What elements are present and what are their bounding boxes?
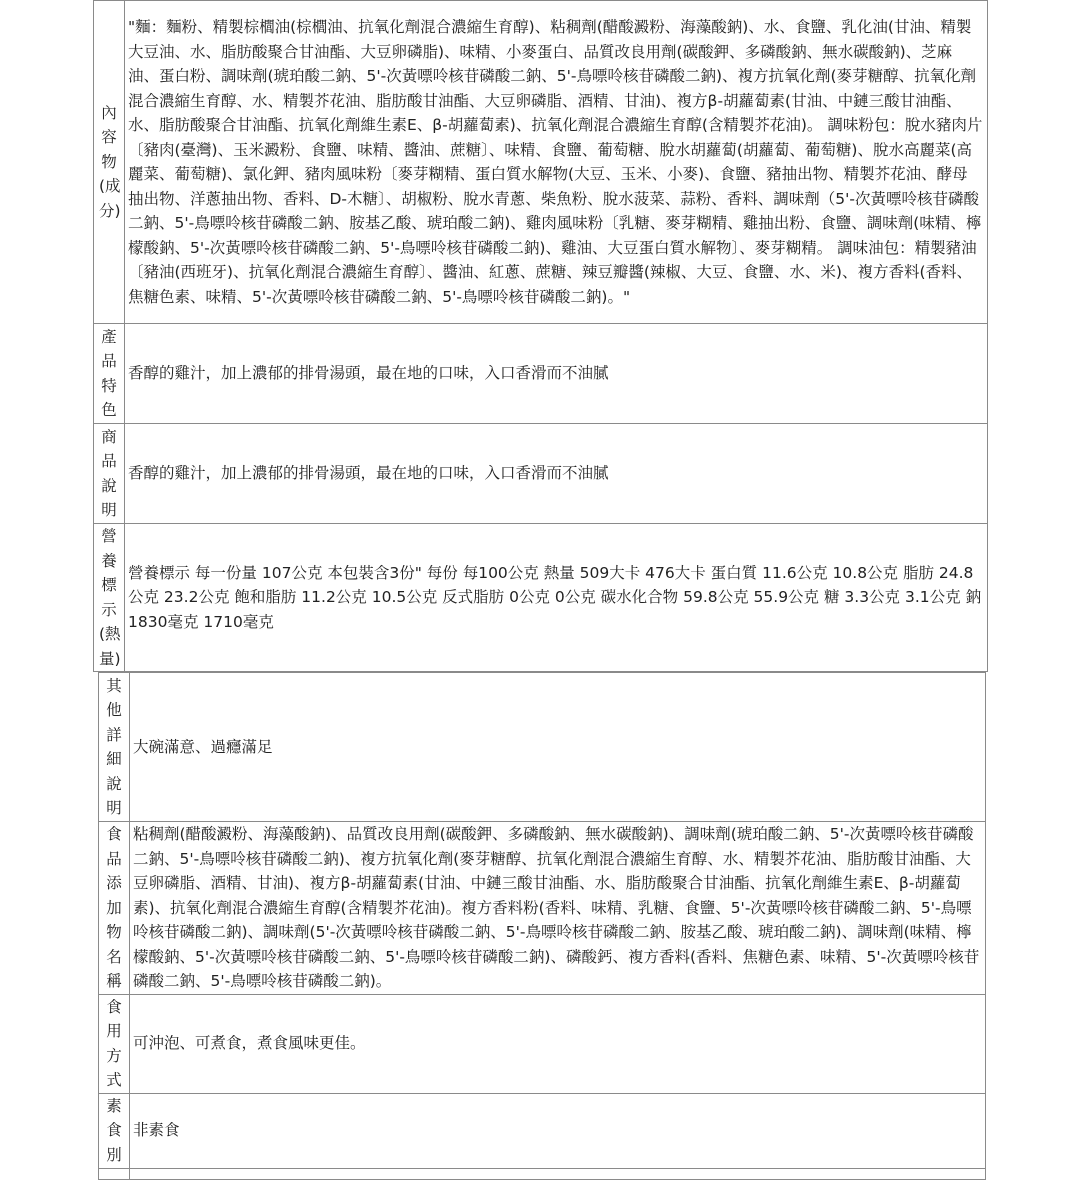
spec-value-features: 香醇的雞汁，加上濃郁的排骨湯頭，最在地的口味，入口香滑而不油膩 [125,324,988,424]
spec-value-other-details: 大碗滿意、過癮滿足 [130,673,986,822]
spec-label-ingredients: 內容物(成分) [94,1,125,324]
spec-label-description: 商品說明 [94,424,125,524]
spec-label-nutrition: 營養標示(熱量) [94,524,125,672]
spec-row-usage [99,994,986,1093]
spec-row-ingredients [94,1,988,324]
spec-label-additives: 食品添加物名稱 [99,822,130,995]
spec-value-vegetarian: 非素食 [130,1093,986,1168]
spec-row-features [94,324,988,424]
spec-label-other-details: 其他詳細說明 [99,673,130,822]
spec-row-other-details [99,673,986,822]
spec-value-nutrition: 營養標示 每一份量 107公克 本包裝含3份" 每份 每100公克 熱量 509大卡 476大卡 蛋白質 11.6公克 10.8公克 脂肪 24.8公克 23.2公克 飽和脂肪 11.2公克 10.5公克 反式脂肪 0公克 0公克 碳水化合物 59.8公克 55.9公克 糖 3.3公克 3.1公克 鈉 1830毫克 1710毫克 [125,524,988,672]
spec-row-additives [99,822,986,995]
spec-row-description [94,424,988,524]
product-spec-table-upper [93,0,988,672]
spec-value-usage: 可沖泡、可煮食，煮食風味更佳。 [130,994,986,1093]
spec-row-vegetarian [99,1093,986,1168]
spec-label-features: 產品特色 [94,324,125,424]
spec-row-nutrition [94,524,988,672]
spec-value-additives: 粘稠劑(醋酸澱粉、海藻酸鈉)、品質改良用劑(碳酸鉀、多磷酸鈉、無水碳酸鈉)、調味劑(琥珀酸二鈉、5'-次黃嘌呤核苷磷酸二鈉、5'-鳥嘌呤核苷磷酸二鈉)、複方抗氧化劑(麥芽糖醇、抗氧化劑混合濃縮生育醇、水、精製芥花油、脂肪酸甘油酯、大豆卵磷脂、酒精、甘油)、複方β-胡蘿蔔素(甘油、中鏈三酸甘油酯、水、脂肪酸聚合甘油酯、抗氧化劑維生素E、β-胡蘿蔔素)、抗氧化劑混合濃縮生育醇(含精製芥花油)。複方香料粉(香料、味精、乳糖、食鹽、5'-次黃嘌呤核苷磷酸二鈉、5'-鳥嘌呤核苷磷酸二鈉)、調味劑(5'-次黃嘌呤核苷磷酸二鈉、5'-鳥嘌呤核苷磷酸二鈉、胺基乙酸、琥珀酸二鈉)、調味劑(味精、檸檬酸鈉、5'-次黃嘌呤核苷磷酸二鈉、5'-鳥嘌呤核苷磷酸二鈉)、磷酸鈣、複方香料(香料、焦糖色素、味精、5'-次黃嘌呤核苷磷酸二鈉、5'-鳥嘌呤核苷磷酸二鈉)。 [130,822,986,995]
product-spec-table-lower [98,672,986,1180]
spec-label-usage: 食用方式 [99,994,130,1093]
spec-value-ingredients: "麵：麵粉、精製棕櫚油(棕櫚油、抗氧化劑混合濃縮生育醇)、粘稠劑(醋酸澱粉、海藻酸鈉)、水、食鹽、乳化油(甘油、精製大豆油、水、脂肪酸聚合甘油酯、大豆卵磷脂)、味精、小麥蛋白、品質改良用劑(碳酸鉀、多磷酸鈉、無水碳酸鈉)、芝麻油、蛋白粉、調味劑(琥珀酸二鈉、5'-次黃嘌呤核苷磷酸二鈉、5'-鳥嘌呤核苷磷酸二鈉)、複方抗氧化劑(麥芽糖醇、抗氧化劑混合濃縮生育醇、水、精製芥花油、脂肪酸甘油酯、大豆卵磷脂、酒精、甘油)、複方β-胡蘿蔔素(甘油、中鏈三酸甘油酯、水、脂肪酸聚合甘油酯、抗氧化劑維生素E、β-胡蘿蔔素)、抗氧化劑混合濃縮生育醇(含精製芥花油)。 調味粉包：脫水豬肉片〔豬肉(臺灣)、玉米澱粉、食鹽、味精、醬油、蔗糖〕、味精、食鹽、葡萄糖、脫水胡蘿蔔(胡蘿蔔、葡萄糖)、脫水高麗菜(高麗菜、葡萄糖)、氯化鉀、豬肉風味粉〔麥芽糊精、蛋白質水解物(大豆、玉米、小麥)、食鹽、豬抽出物、精製芥花油、酵母抽出物、洋蔥抽出物、香料、D-木糖〕、胡椒粉、脫水青蔥、柴魚粉、脫水菠菜、蒜粉、香料、調味劑（5'-次黃嘌呤核苷磷酸二鈉、5'-鳥嘌呤核苷磷酸二鈉、胺基乙酸、琥珀酸二鈉)、雞肉風味粉〔乳糖、麥芽糊精、雞抽出粉、食鹽、調味劑(味精、檸檬酸鈉、5'-次黃嘌呤核苷磷酸二鈉、5'-鳥嘌呤核苷磷酸二鈉)、雞油、大豆蛋白質水解物〕、麥芽糊精。 調味油包：精製豬油〔豬油(西班牙)、抗氧化劑混合濃縮生育醇〕、醬油、紅蔥、蔗糖、辣豆瓣醬(辣椒、大豆、食鹽、水、米)、複方香料(香料、焦糖色素、味精、5'-次黃嘌呤核苷磷酸二鈉、5'-鳥嘌呤核苷磷酸二鈉)。" [125,1,988,324]
spec-label-vegetarian: 素食別 [99,1093,130,1168]
spec-value-description: 香醇的雞汁，加上濃郁的排骨湯頭，最在地的口味，入口香滑而不油膩 [125,424,988,524]
